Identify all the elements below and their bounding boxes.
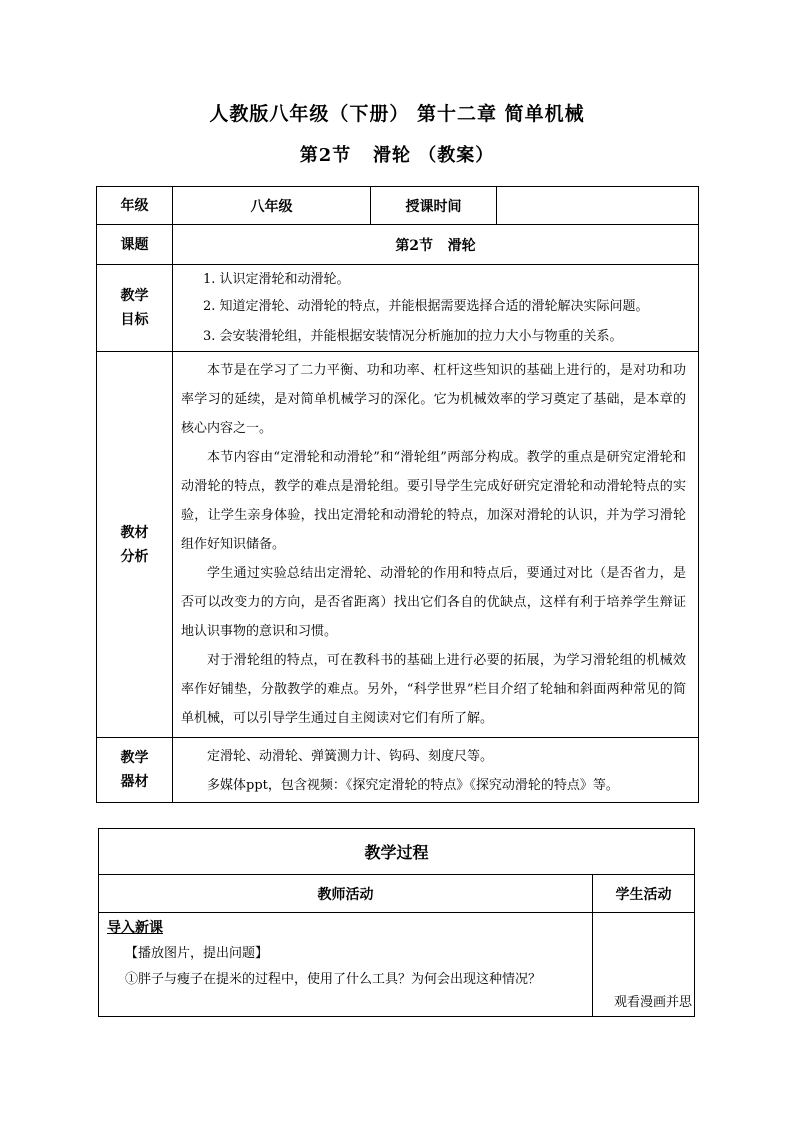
materials-list [173,738,699,803]
topic-label: 课题 [97,225,173,265]
question-text: ①胖子与瘦子在提米的过程中，使用了什么工具？为何会出现这种情况？ [125,972,542,987]
analysis-label: 教材分析 [97,352,173,738]
analysis-paragraph: 学生通过实验总结出定滑轮、动滑轮的作用和特点后，要通过对比（是否省力，是否可以改变力的方向，是否省距离）找出它们各自的优缺点，这样有利于培养学生辩证地认识事物的意识和习惯。 [181,566,686,639]
section-title: 导入新课 [107,920,163,936]
grade-label: 年级 [97,187,173,225]
student-activity-cell: 观看漫画并思 [593,913,695,1017]
analysis-paragraph: 本节内容由“定滑轮和动滑轮”和“滑轮组”两部分构成。教学的重点是研究定滑轮和动滑轮的特点，教学的难点是滑轮组。要引导学生完成好研究定滑轮和动滑轮特点的实验，让学生亲身体验，找出定滑轮和动滑轮的特点，加深对滑轮的认识，并为学习滑轮组作好知识储备。 [181,450,686,552]
materials-label: 教学器材 [97,738,173,803]
analysis-text [173,352,699,738]
document-title: 人教版八年级（下册） 第十二章 简单机械 [209,103,585,125]
time-label: 授课时间 [371,187,497,225]
material-item: 定滑轮、动滑轮、弹簧测力计、钩码、刻度尺等。 [207,749,494,764]
goal-item: 1. 认识定滑轮和动滑轮。 [203,272,350,287]
analysis-paragraph: 对于滑轮组的特点，可在教科书的基础上进行必要的拓展，为学习滑轮组的机械效率作好铺垫，分散教学的难点。另外，“科学世界”栏目介绍了轮轴和斜面两种常见的简单机械，可以引导学生通过自主阅读对它们有所了解。 [181,653,686,726]
analysis-paragraph: 本节是在学习了二力平衡、功和功率、杠杆这些知识的基础上进行的，是对功和功率学习的延续，是对简单机械学习的深化。它为机械效率的学习奠定了基础，是本章的核心内容之一。 [181,363,686,436]
process-title: 教学过程 [99,829,695,875]
goal-item: 2. 知道定滑轮、动滑轮的特点，并能根据需要选择合适的滑轮解决实际问题。 [203,299,649,314]
lesson-info-table [96,186,699,803]
time-value [497,187,699,225]
step-label: 【播放图片，提出问题】 [125,946,269,961]
document-subtitle: 第2节 滑轮 （教案） [299,145,495,166]
teacher-activity-header: 教师活动 [99,875,593,913]
goals-label: 教学目标 [97,265,173,352]
topic-value: 第2节 滑轮 [173,225,699,265]
teaching-process-table [98,828,695,1017]
student-activity-header: 学生活动 [593,875,695,913]
goals-list [173,265,699,352]
material-item: 多媒体ppt，包含视频：《探究定滑轮的特点》《探究动滑轮的特点》等。 [207,778,619,793]
teacher-activity-cell [99,913,593,1017]
grade-value: 八年级 [173,187,371,225]
goal-item: 3. 会安装滑轮组，并能根据安装情况分析施加的拉力大小与物重的关系。 [203,329,623,344]
